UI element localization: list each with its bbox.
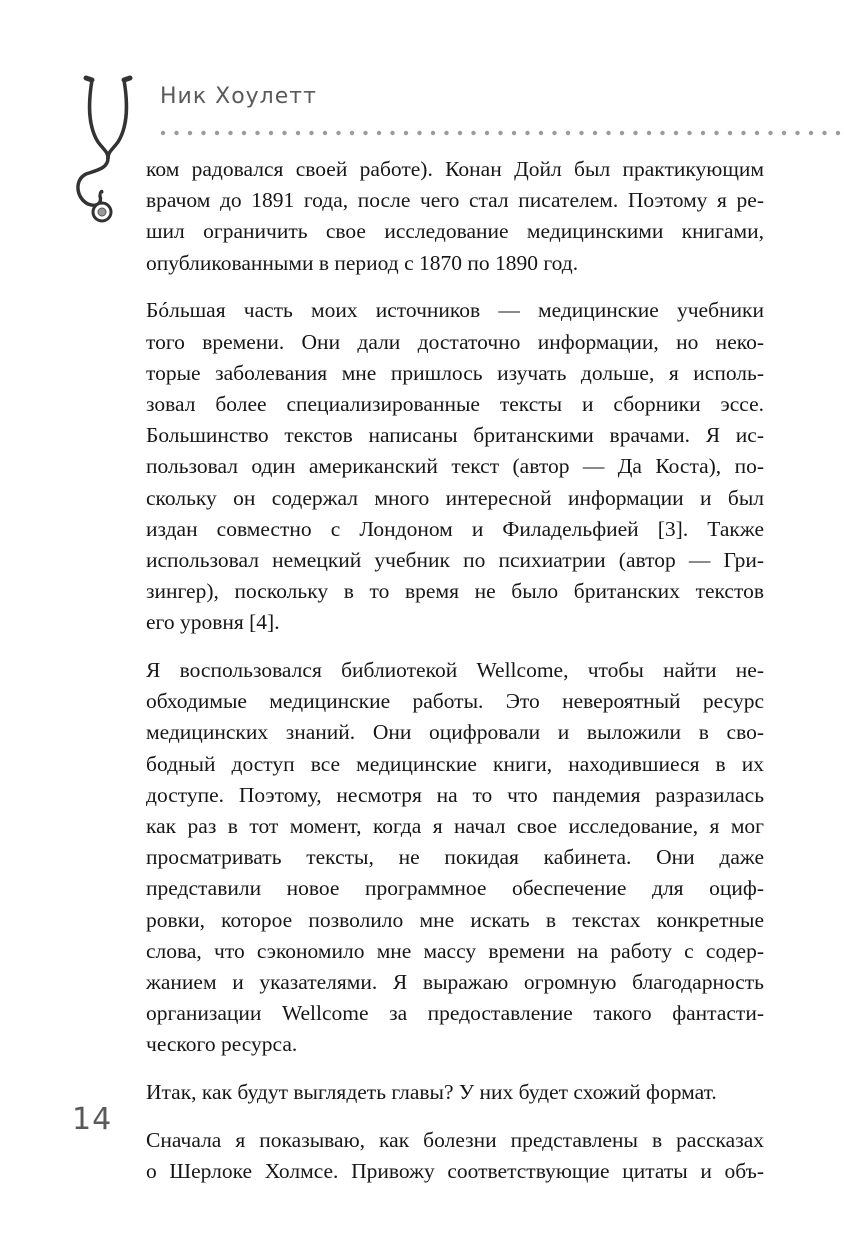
text-line: представили новое программное обеспечение для оциф-	[146, 876, 764, 901]
text-line: ческого ресурса.	[146, 1032, 298, 1057]
text-line: торые заболевания мне пришлось изучать дольше, я исполь-	[146, 360, 764, 385]
header-dotted-divider	[160, 130, 844, 136]
page-number: 14	[72, 1102, 113, 1137]
text-line: бодный доступ все медицинские книги, находившиеся в их	[146, 751, 764, 776]
paragraph-2	[146, 295, 764, 638]
text-line: скольку он содержал много интересной информации и был	[146, 485, 764, 510]
text-line: ком радовался своей работе). Конан Дойл был практикующим	[146, 157, 764, 181]
paragraph-3	[146, 655, 764, 1061]
running-header-author: Ник Хоулетт	[160, 84, 317, 109]
text-line: жанием и указателями. Я выражаю огромную благодарность	[146, 970, 764, 995]
text-line: того времени. Они дали достаточно информации, но неко-	[146, 329, 764, 354]
text-line: Итак, как будут выглядеть главы? У них будет схожий формат.	[146, 1080, 717, 1105]
text-line: обходимые медицинские работы. Это невероятный ресурс	[146, 689, 764, 714]
text-line: Сначала я показываю, как болезни представлены в рассказах	[146, 1127, 764, 1152]
text-line: врачом до 1891 года, после чего стал писателем. Поэтому я ре-	[146, 188, 764, 213]
text-line: зингер), поскольку в то время не было британских текстов	[146, 579, 764, 604]
paragraph-1	[146, 154, 764, 279]
text-line: Большинство текстов написаны британскими врачами. Я ис-	[146, 423, 764, 448]
text-line: опубликованными в период с 1870 по 1890 год.	[146, 250, 579, 275]
text-line: как раз в тот момент, когда я начал свое исследование, я мог	[146, 814, 764, 839]
paragraph-4	[146, 1077, 764, 1108]
stethoscope-icon	[58, 64, 150, 234]
text-line: Я воспользовался библиотекой Wellcome, чтобы найти не-	[146, 658, 764, 683]
text-line: организации Wellcome за предоставление такого фантасти-	[146, 1001, 764, 1026]
text-line: медицинских знаний. Они оцифровали и выложили в сво-	[146, 720, 764, 745]
text-line: доступе. Поэтому, несмотря на то что пандемия разразилась	[146, 782, 764, 807]
text-line: ровки, которое позволило мне искать в текстах конкретные	[146, 907, 764, 932]
text-line: его уровня [4].	[146, 610, 280, 635]
text-line: просматривать тексты, не покидая кабинета. Они даже	[146, 845, 764, 870]
text-line: зовал более специализированные тексты и сборники эссе.	[146, 391, 764, 416]
text-line: слова, что сэкономило мне массу времени на работу с содер-	[146, 938, 764, 963]
text-line: использовал немецкий учебник по психиатрии (автор — Гри-	[146, 547, 764, 572]
text-line: о Шерлоке Холмсе. Привожу соответствующие цитаты и объ-	[146, 1159, 764, 1184]
paragraph-5	[146, 1125, 764, 1187]
text-line: Бóльшая часть моих источников — медицинские учебники	[146, 298, 764, 323]
text-line: пользовал один американский текст (автор — Да Коста), по-	[146, 454, 764, 479]
body-text	[146, 154, 764, 1187]
text-line: издан совместно с Лондоном и Филадельфией [3]. Также	[146, 516, 764, 541]
text-line: шил ограничить свое исследование медицинскими книгами,	[146, 219, 764, 244]
